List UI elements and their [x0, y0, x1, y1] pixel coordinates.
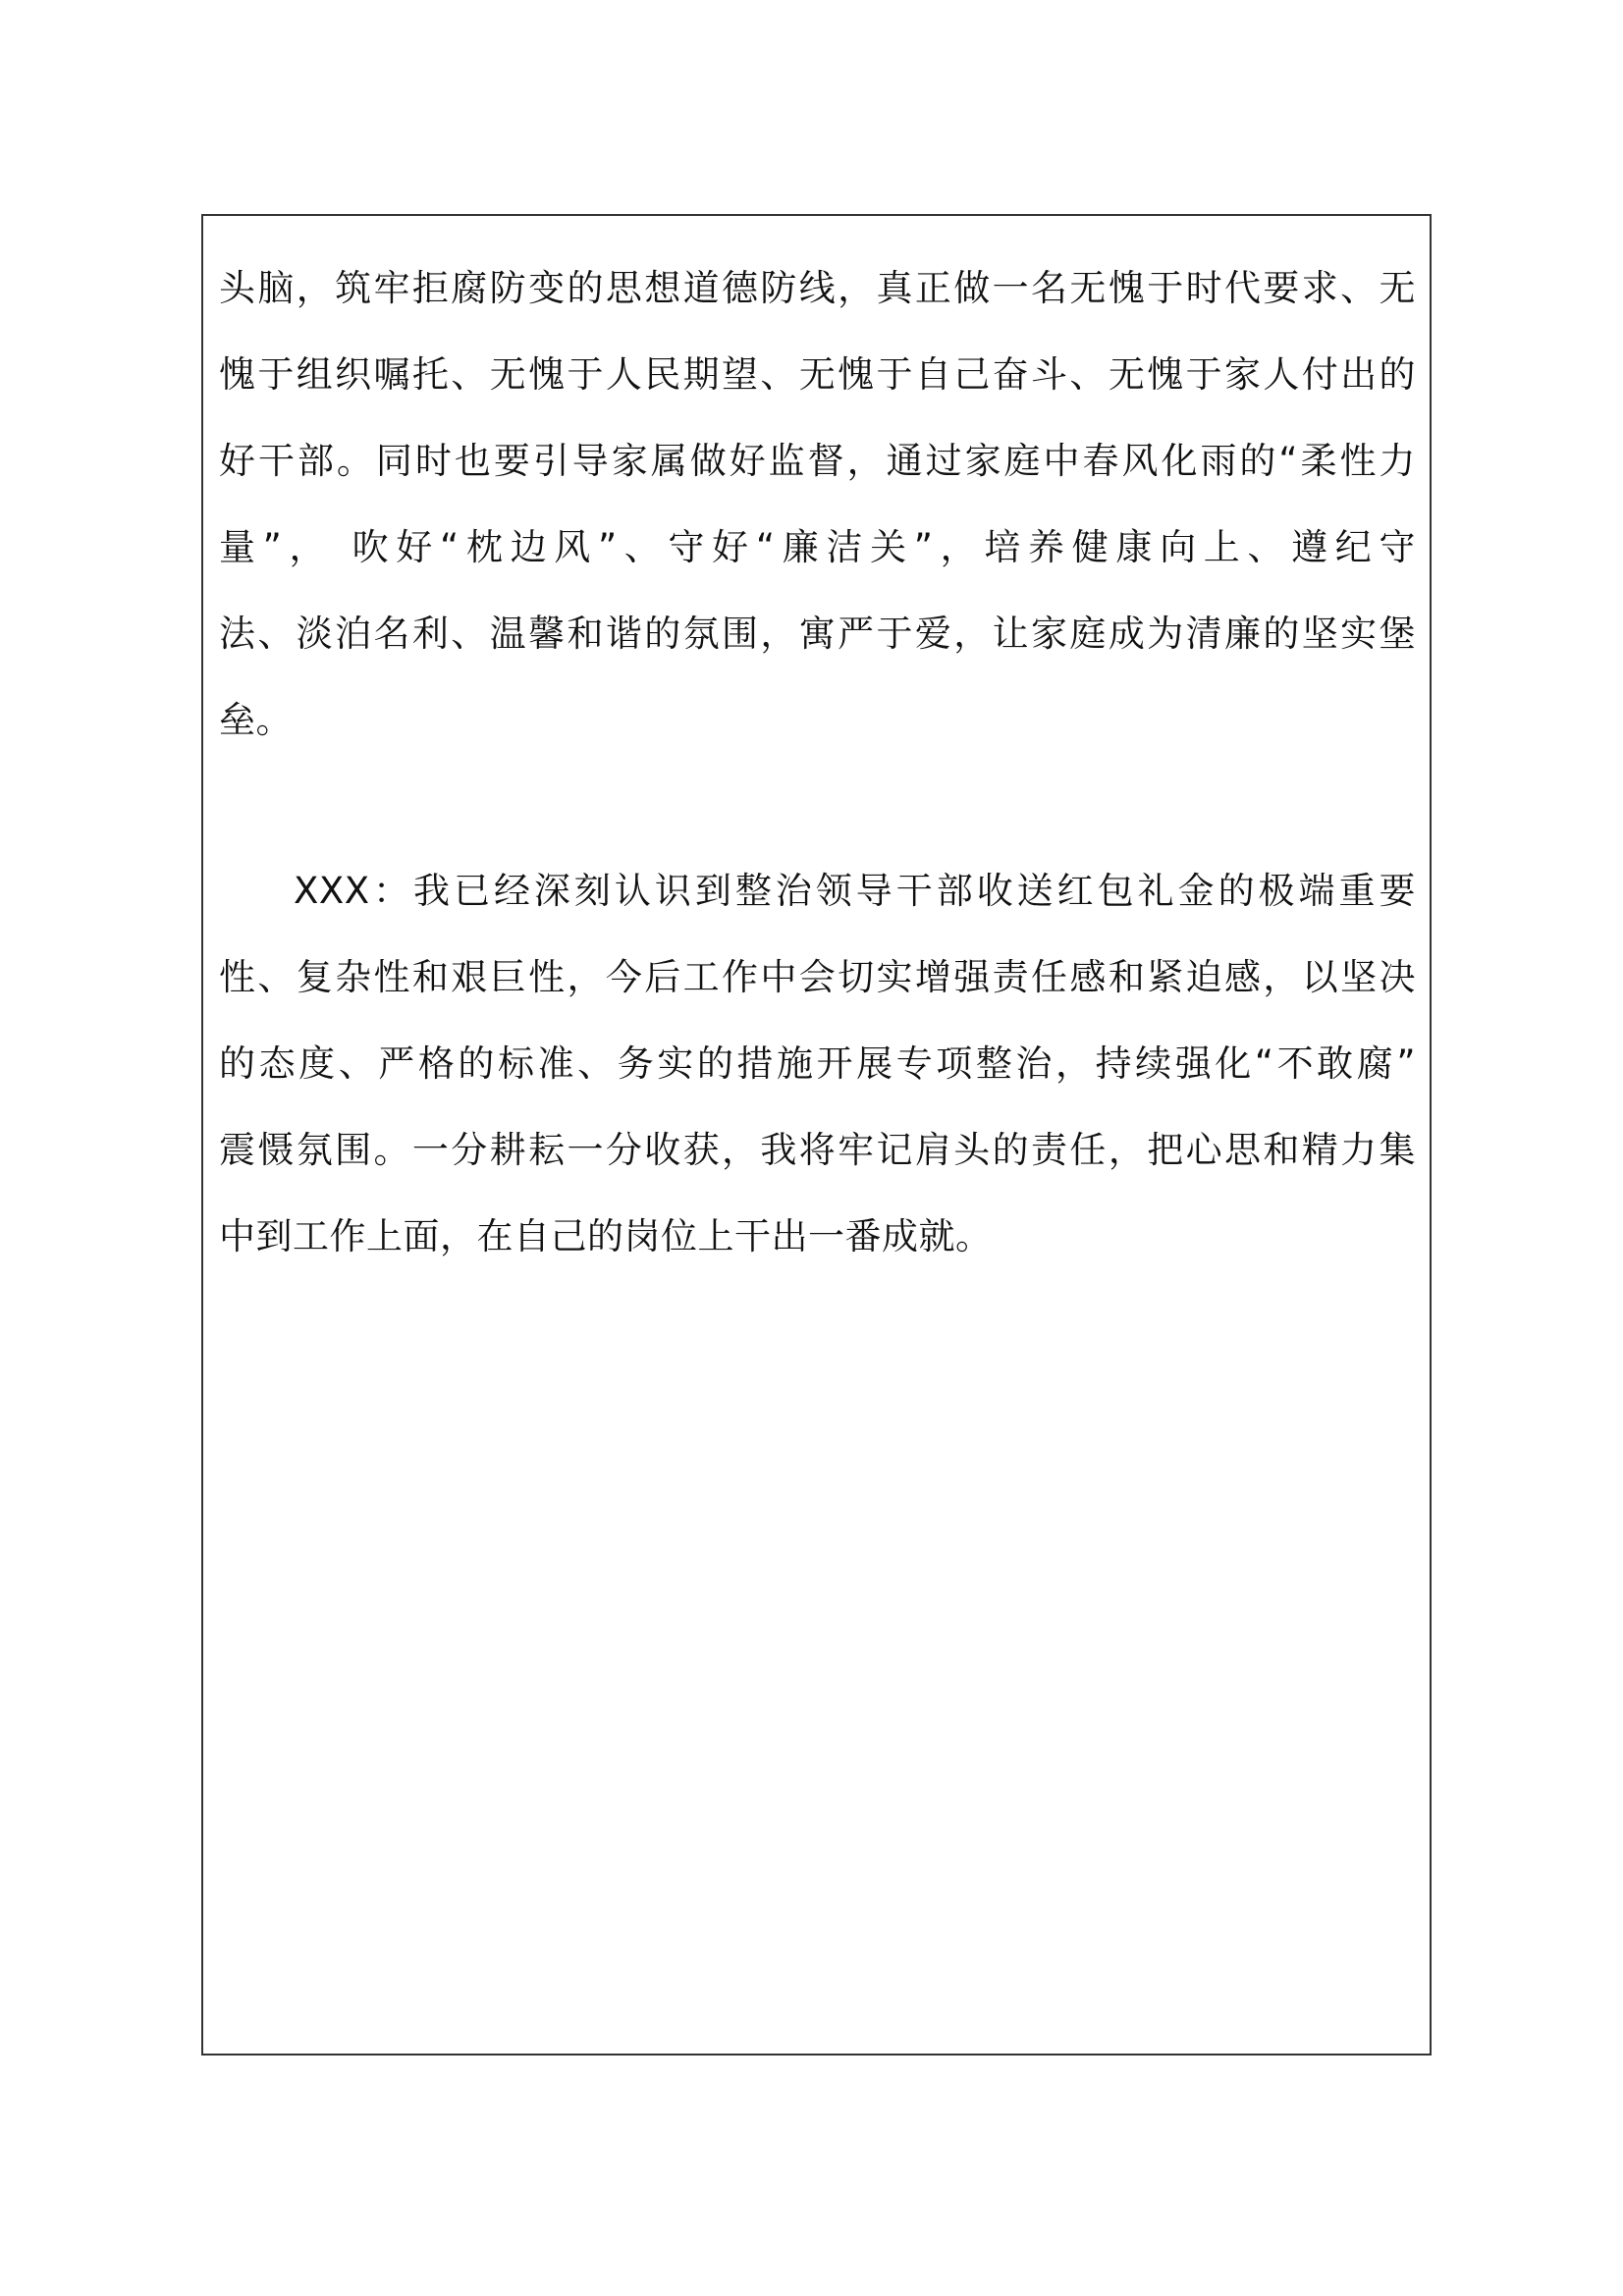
text-line: 头脑，筑牢拒腐防变的思想道德防线，真正做一名无愧于时代要求、无	[219, 267, 1416, 309]
text-line: 中到工作上面，在自己的岗位上干出一番成就。	[219, 1215, 993, 1257]
text-line: 愧于组织嘱托、无愧于人民期望、无愧于自己奋斗、无愧于家人付出的	[219, 353, 1416, 396]
text-line: XXX：我已经深刻认识到整治领导干部收送红包礼金的极端重要	[294, 870, 1416, 912]
text-line: 震慑氛围。一分耕耘一分收获，我将牢记肩头的责任，把心思和精力集	[219, 1129, 1416, 1171]
text-line: 法、淡泊名利、温馨和谐的氛围，寓严于爱，让家庭成为清廉的坚实堡	[219, 613, 1416, 655]
text-line: 好干部。同时也要引导家属做好监督，通过家庭中春风化雨的“柔性力	[219, 440, 1416, 482]
text-line: 性、复杂性和艰巨性，今后工作中会切实增强责任感和紧迫感，以坚决	[219, 956, 1416, 998]
text-line: 的态度、严格的标准、务实的措施开展专项整治，持续强化“不敢腐”	[219, 1042, 1416, 1085]
text-line: 量”， 吹好“枕边风”、守好“廉洁关”，培养健康向上、遵纪守	[219, 526, 1416, 568]
text-line: 垒。	[219, 699, 293, 741]
paragraph-1	[219, 245, 1416, 764]
text-content	[219, 245, 1416, 1280]
paragraph-spacer	[219, 764, 1416, 848]
paragraph-2	[219, 848, 1416, 1280]
table-cell-frame	[201, 214, 1432, 2056]
